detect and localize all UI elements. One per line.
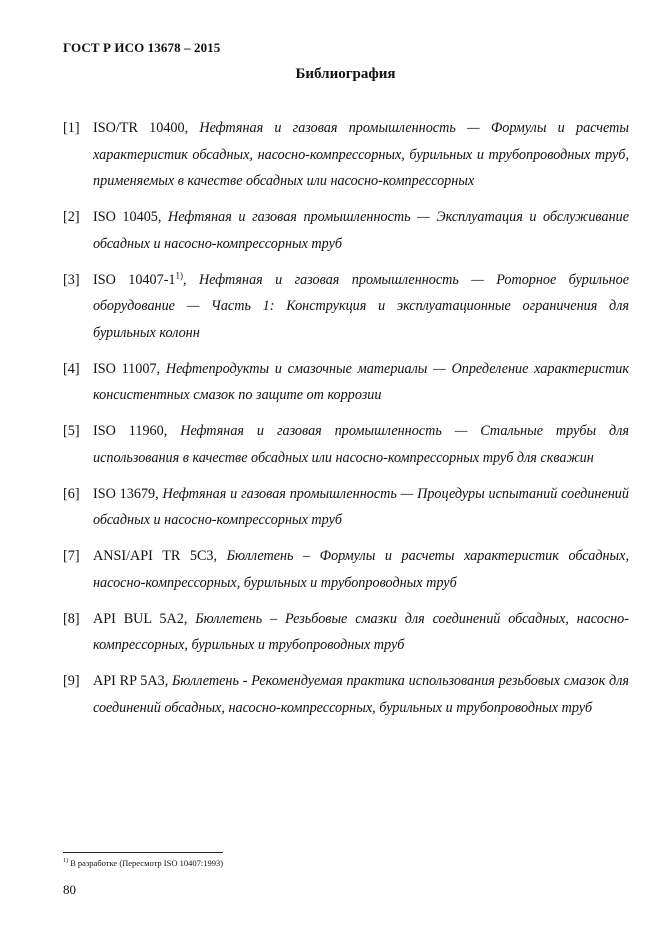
entry-title: Бюллетень - Рекомендуемая практика использования резьбовых смазок для соединений обсадных, насосно-компрессорных, бурильных и трубопроводных труб bbox=[93, 673, 630, 716]
entry-title: Нефтяная и газовая промышленность — Формулы и расчеты характеристик обсадных, насосно-компрессорных, бурильных и трубопроводных труб, применяемых в качестве обсадных или насосно-компрессорных bbox=[93, 120, 629, 189]
entry-title: Нефтяная и газовая промышленность — Стальные трубы для использования в качестве обсадных или насосно-компрессорных труб для скважин bbox=[93, 423, 629, 466]
bibliography-entry bbox=[63, 115, 629, 195]
entry-code: ANSI/API TR 5C3 bbox=[93, 548, 214, 564]
page-number: 80 bbox=[63, 882, 76, 897]
entry-title: Бюллетень – Формулы и расчеты характеристик обсадных, насосно-компрессорных, бурильных и трубопроводных труб bbox=[93, 548, 630, 591]
entry-number: [2] bbox=[63, 209, 80, 225]
bibliography-entry bbox=[63, 267, 629, 347]
bibliography-entry bbox=[63, 543, 629, 596]
entry-code: ISO 10405 bbox=[93, 209, 158, 225]
bibliography-entry bbox=[63, 668, 629, 721]
entry-code: ISO 13679 bbox=[93, 485, 156, 502]
bibliography-entry bbox=[63, 204, 629, 257]
footnote-divider bbox=[63, 852, 223, 853]
footnote-text: В разработке (Пересмотр ISO 10407:1993) bbox=[68, 858, 224, 868]
entry-title: Нефтепродукты и смазочные материалы — Определение характеристик консистентных смазок по защите от коррозии bbox=[93, 360, 629, 403]
entry-body bbox=[93, 115, 629, 195]
entry-number: [8] bbox=[63, 610, 80, 627]
entry-code: ISO 11007 bbox=[93, 360, 157, 377]
entry-code: API BUL 5A2 bbox=[93, 610, 184, 627]
entry-title: Нефтяная и газовая промышленность — Роторное бурильное оборудование — Часть 1: Конструкция и эксплуатационные ограничения для бурильных колонн bbox=[93, 271, 629, 341]
entry-separator: , bbox=[155, 485, 163, 502]
entry-separator: , bbox=[183, 271, 199, 288]
footnote-marker: 1) bbox=[175, 269, 184, 280]
page-title: Библиография bbox=[295, 66, 396, 82]
entry-number: [6] bbox=[63, 485, 80, 502]
entry-code: ISO/TR 10400 bbox=[93, 120, 185, 136]
entry-separator: , bbox=[183, 610, 196, 627]
entry-body bbox=[93, 267, 629, 347]
entry-code: ISO 11960 bbox=[93, 423, 164, 439]
footnote bbox=[63, 858, 223, 868]
entry-number: [9] bbox=[63, 673, 80, 689]
entry-body bbox=[93, 356, 629, 409]
entry-number: [3] bbox=[63, 271, 80, 288]
entry-separator: , bbox=[156, 360, 166, 377]
entry-body bbox=[93, 606, 629, 659]
entry-number: [5] bbox=[63, 423, 80, 439]
entry-body bbox=[93, 668, 629, 721]
entry-title: Бюллетень – Резьбовые смазки для соединений обсадных, насосно-компрессорных, бурильных и трубопроводных труб bbox=[93, 610, 629, 653]
standard-header: ГОСТ Р ИСО 13678 – 2015 bbox=[63, 40, 221, 55]
bibliography-list bbox=[63, 115, 629, 731]
entry-separator: , bbox=[213, 548, 227, 564]
entry-number: [7] bbox=[63, 548, 80, 564]
entry-separator: , bbox=[163, 423, 181, 439]
entry-body bbox=[93, 204, 629, 257]
entry-separator: , bbox=[164, 673, 173, 689]
bibliography-entry bbox=[63, 606, 629, 659]
entry-title: Нефтяная и газовая промышленность — Эксплуатация и обслуживание обсадных и насосно-компрессорных труб bbox=[93, 209, 629, 252]
entry-separator: , bbox=[157, 209, 169, 225]
footnote-marker: 1) bbox=[63, 858, 68, 865]
entry-body bbox=[93, 543, 629, 596]
entry-code: ISO 10407-1 bbox=[93, 271, 176, 288]
entry-title: Нефтяная и газовая промышленность — Процедуры испытаний соединений обсадных и насосно-компрессорных труб bbox=[93, 485, 629, 528]
entry-code: API RP 5A3 bbox=[93, 673, 165, 689]
entry-body bbox=[93, 418, 629, 471]
entry-body bbox=[93, 481, 629, 534]
bibliography-entry bbox=[63, 418, 629, 471]
entry-number: [1] bbox=[63, 120, 80, 136]
entry-number: [4] bbox=[63, 360, 80, 377]
entry-separator: , bbox=[184, 120, 200, 136]
bibliography-entry bbox=[63, 481, 629, 534]
bibliography-entry bbox=[63, 356, 629, 409]
